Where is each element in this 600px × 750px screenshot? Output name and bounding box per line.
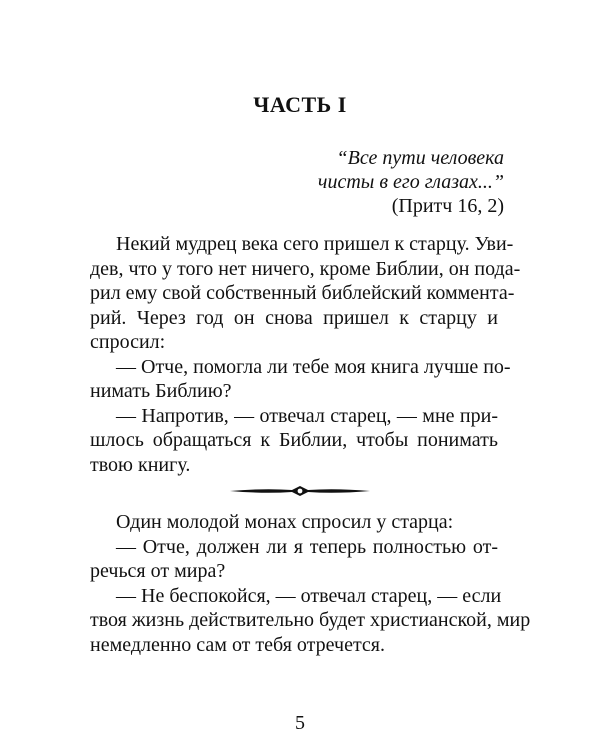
dialogue-line: — Напротив, — отвечал старец, — мне при- — [116, 404, 498, 427]
text-line: рий. Через год он снова пришел к старцу и — [90, 306, 498, 329]
text-line: Один молодой монах спросил у старца: — [116, 511, 454, 533]
text-line: рил ему свой собственный библейский коммента- — [90, 282, 515, 304]
story-paragraph — [90, 510, 531, 657]
dialogue-line: — Не беспокойся, — отвечал старец, — если — [116, 584, 502, 607]
epigraph — [318, 146, 504, 218]
text-line: дев, что у того нет ничего, кроме Библии, он пода- — [90, 257, 521, 280]
dialogue-line: немедленно сам от тебя отречется. — [90, 633, 386, 656]
dialogue-line: нимать Библию? — [90, 380, 232, 402]
epigraph-line: чисты в его глазах...” — [317, 171, 504, 193]
epigraph-source: (Притч 16, 2) — [391, 195, 504, 217]
story-paragraph — [90, 232, 521, 477]
page-number: 5 — [295, 712, 305, 734]
text-line: спросил: — [90, 331, 166, 353]
chapter-title: ЧАСТЬ I — [253, 92, 347, 117]
dialogue-line: твою книгу. — [90, 453, 191, 476]
epigraph-line: “Все пути человека — [336, 147, 504, 169]
dialogue-line: шлось обращаться к Библии, чтобы понимать — [90, 429, 498, 451]
text-line: Некий мудрец века сего пришел к старцу. Уви- — [116, 233, 514, 255]
dialogue-line: — Отче, помогла ли тебе моя книга лучше по- — [116, 355, 511, 378]
dialogue-line: — Отче, должен ли я теперь полностью от- — [116, 535, 498, 558]
dialogue-line: твоя жизнь действительно будет христианской, мир — [90, 609, 531, 631]
dialogue-line: речься от мира? — [90, 560, 226, 582]
ornament-divider-icon — [228, 484, 372, 498]
